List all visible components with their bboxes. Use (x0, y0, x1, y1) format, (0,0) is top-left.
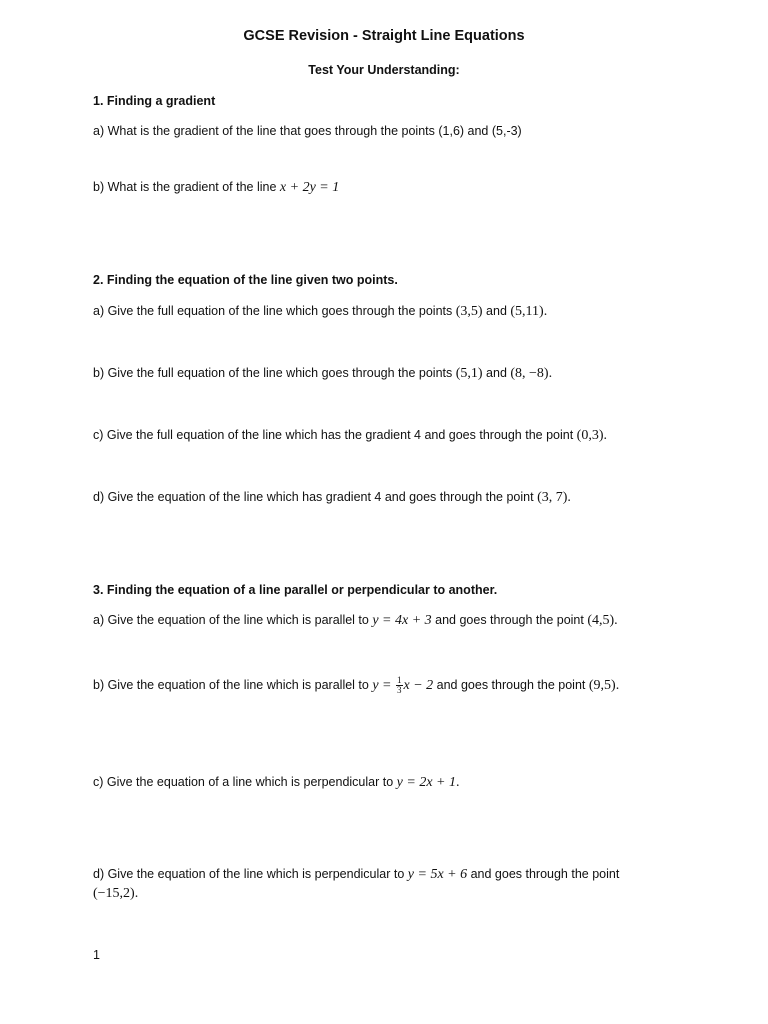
question-3a (93, 613, 618, 629)
question-2a-and: and (482, 304, 511, 318)
question-2a-point-2: (5,11) (510, 304, 544, 319)
question-1a: a) What is the gradient of the line that goes through the points (1,6) and (5,-3) (93, 124, 522, 138)
section-3-heading: 3. Finding the equation of a line parallel or perpendicular to another. (93, 583, 498, 597)
question-3d-end: . (134, 886, 139, 901)
question-3a-mid: and goes through the point (431, 613, 588, 627)
question-3b-point: (9,5) (588, 677, 616, 693)
fraction-numerator: 1 (397, 675, 402, 685)
question-2a-end: . (543, 304, 548, 319)
question-2c-text: c) Give the full equation of the line which has the gradient 4 and goes through the point (93, 428, 577, 442)
question-3d-equation: y = 5x + 6 (407, 867, 468, 882)
question-2b-end: . (548, 366, 553, 381)
question-3b-fraction (396, 676, 403, 695)
question-3b (93, 676, 619, 695)
question-2d-point: (3, 7) (537, 490, 568, 505)
question-2b-point-2: (8, −8) (510, 366, 549, 381)
question-3b-equation-left: y = (372, 677, 395, 693)
question-3c-end: . (455, 775, 460, 790)
question-3d (93, 867, 619, 883)
question-3d-continued (93, 886, 138, 902)
question-3a-text: a) Give the equation of the line which is parallel to (93, 613, 373, 627)
section-2-heading: 2. Finding the equation of the line given two points. (93, 273, 398, 287)
page-number: 1 (93, 948, 100, 962)
question-3d-point: (−15,2) (93, 886, 135, 901)
question-2a-text: a) Give the full equation of the line which goes through the points (93, 304, 456, 318)
question-2a-point-1: (3,5) (455, 304, 483, 319)
question-2d-end: . (567, 490, 571, 505)
question-1b-text: b) What is the gradient of the line (93, 180, 280, 194)
page-title: GCSE Revision - Straight Line Equations (243, 28, 525, 44)
question-3b-text: b) Give the equation of the line which is parallel to (93, 677, 373, 692)
question-2b (93, 366, 552, 382)
question-3a-equation: y = 4x + 3 (372, 613, 432, 628)
question-1b (93, 180, 339, 196)
question-3c (93, 775, 459, 791)
fraction-denominator: 3 (397, 685, 402, 695)
question-2c-point: (0,3) (576, 428, 604, 443)
question-3d-mid: and goes through the point (467, 867, 620, 881)
question-2b-and: and (482, 366, 511, 380)
question-3c-text: c) Give the equation of a line which is perpendicular to (93, 775, 397, 789)
question-3a-point: (4,5) (587, 613, 615, 628)
section-1-heading: 1. Finding a gradient (93, 94, 216, 108)
question-3a-end: . (614, 613, 618, 628)
question-1b-equation: x + 2y = 1 (279, 180, 340, 195)
question-2b-point-1: (5,1) (455, 366, 483, 381)
question-3b-equation-right: x − 2 (403, 677, 434, 693)
question-3c-equation: y = 2x + 1 (396, 775, 456, 790)
question-3b-mid: and goes through the point (433, 677, 589, 692)
question-2d-text: d) Give the equation of the line which has gradient 4 and goes through the point (93, 490, 538, 504)
question-3b-end: . (615, 677, 620, 693)
question-2d (93, 490, 571, 506)
question-2a (93, 304, 547, 320)
page-subtitle: Test Your Understanding: (308, 63, 460, 77)
question-2c (93, 428, 607, 444)
question-2c-end: . (603, 428, 607, 443)
question-2b-text: b) Give the full equation of the line which goes through the points (93, 366, 456, 380)
question-3d-text: d) Give the equation of the line which is perpendicular to (93, 867, 408, 881)
